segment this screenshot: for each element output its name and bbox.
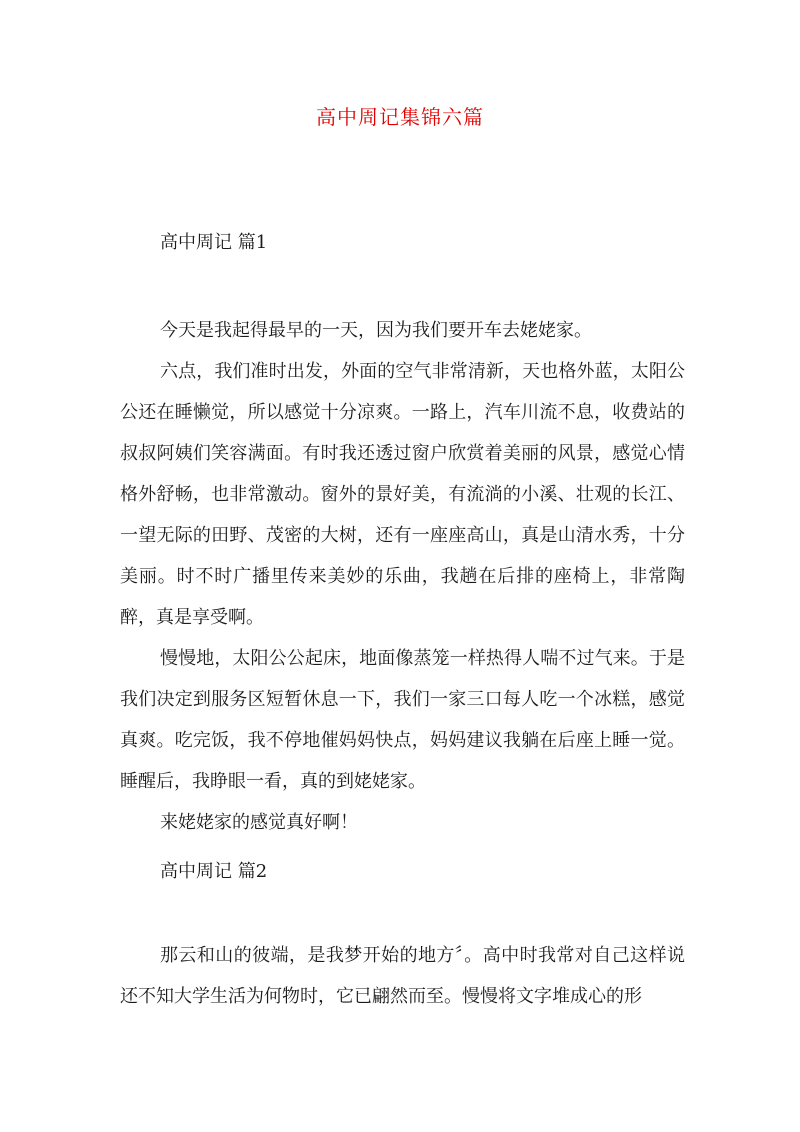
paragraph: 慢慢地，太阳公公起床，地面像蒸笼一样热得人喘不过气来。于是我们决定到服务区短暂休息一下，我们一家三口每人吃一个冰糕，感觉真爽。吃完饭，我不停地催妈妈快点，妈妈建议我躺在后座上睡一觉。睡醒后，我睁眼一看，真的到姥姥家。 — [120, 648, 685, 792]
document-title: 高中周记集锦六篇 — [316, 105, 484, 129]
section-heading-1: 高中周记 篇1 — [160, 232, 268, 253]
paragraph: 今天是我起得最早的一天，因为我们要开车去姥姥家。 — [160, 320, 592, 341]
paragraph: 六点，我们准时出发，外面的空气非常清新，天也格外蓝，太阳公公还在睡懒觉，所以感觉十分凉爽。一路上，汽车川流不息，收费站的叔叔阿姨们笑容满面。有时我还透过窗户欣赏着美丽的风景，感觉心情格外舒畅，也非常激动。窗外的景好美，有流淌的小溪、壮观的长江、一望无际的田野、茂密的大树，还有一座座高山，真是山清水秀，十分美丽。时不时广播里传来美妙的乐曲，我趟在后排的座椅上，非常陶醉，真是享受啊。 — [120, 361, 685, 628]
paragraph: 那云和山的彼端，是我梦开始的地方〞。高中时我常对自己这样说还不知大学生活为何物时，它已翩然而至。慢慢将文字堆成心的形 — [120, 945, 685, 1007]
section-heading-2: 高中周记 篇2 — [160, 861, 268, 882]
paragraph: 来姥姥家的感觉真好啊！ — [160, 812, 358, 833]
section-1-body — [120, 310, 685, 843]
section-2-body — [120, 935, 685, 1017]
